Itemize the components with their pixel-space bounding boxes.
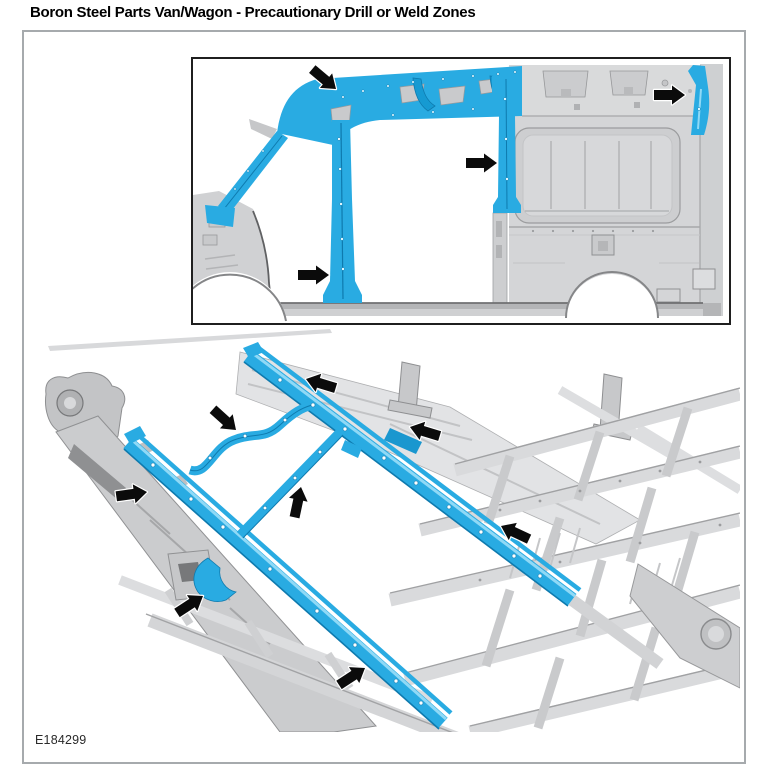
figure-frame <box>22 30 746 764</box>
underbody-illustration <box>40 328 740 732</box>
drill-weld-zone-arrow <box>466 154 497 173</box>
figure-id-label: E184299 <box>35 733 87 747</box>
crossmember-brace-straight <box>240 432 340 535</box>
crossmember-brace-curved <box>190 405 312 471</box>
page-title: Boron Steel Parts Van/Wagon - Precautionary Drill or Weld Zones <box>30 4 476 21</box>
van-side-view-illustration <box>193 59 729 323</box>
side-view-frame <box>191 57 731 325</box>
drill-weld-zone-arrow <box>207 402 243 437</box>
drill-weld-zone-arrow <box>298 266 329 285</box>
